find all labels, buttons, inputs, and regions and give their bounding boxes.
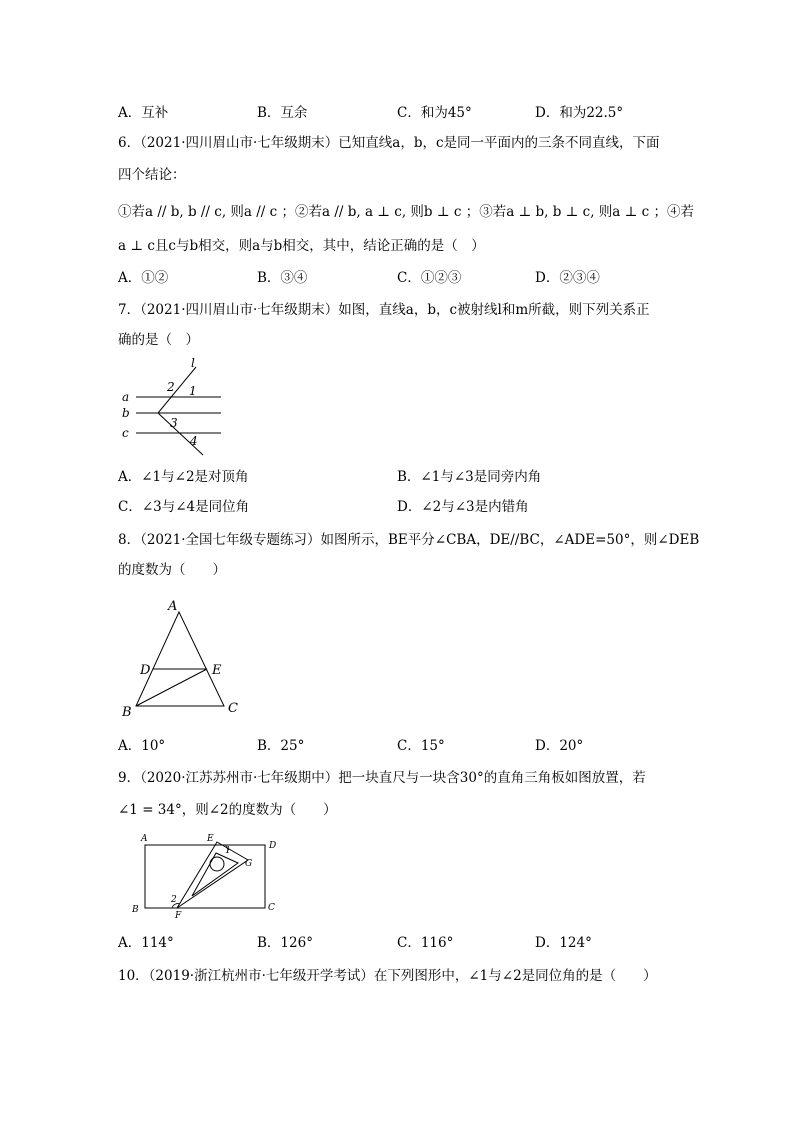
q6-option-d: D．②③④ (535, 270, 600, 286)
q7-label-2: 2 (167, 380, 175, 394)
q9-stem-line-2: ∠1 = 34°，则∠2的度数为（ ） (118, 802, 337, 818)
q9-triangle-inner (192, 853, 238, 896)
q8-stem-line-1: 8．（2021·全国七年级专题练习）如图所示，BE平分∠CBA，DE//BC，∠ADE=50°，则∠DEB (118, 532, 700, 548)
q5-option-a: A．互补 (118, 105, 169, 121)
q7-stem-line-1: 7．（2021·四川眉山市·七年级期末）如图，直线a，b，c被射线l和m所截，则下列关系正 (118, 302, 650, 318)
q9-option-a: A．114° (118, 935, 174, 951)
q9-option-d: D．124° (535, 935, 592, 951)
q7-option-a: A．∠1与∠2是对顶角 (118, 469, 249, 485)
q8-option-b: B．25° (257, 738, 305, 754)
q7-option-b: B．∠1与∠3是同旁内角 (397, 469, 542, 485)
q7-option-c: C．∠3与∠4是同位角 (118, 499, 250, 515)
q6-stem-line-1: 6．（2021·四川眉山市·七年级期末）已知直线a，b，c是同一平面内的三条不同直线，下面 (118, 135, 660, 151)
q9-label-1: 1 (225, 846, 231, 856)
q7-label-b: b (122, 406, 130, 420)
q9-stem-line-1: 9．（2020·江苏苏州市·七年级期中）把一块直尺与一块含30°的直角三角板如图放置，若 (118, 770, 646, 786)
q5-option-b: B．互余 (257, 105, 308, 121)
q6-option-a: A．①② (118, 270, 169, 286)
q7-label-1: 1 (189, 384, 197, 398)
q8-stem-line-2: 的度数为（ ） (118, 562, 226, 578)
q9-label-f: F (175, 911, 182, 921)
q9-label-d: D (269, 841, 277, 851)
q8-triangle-abc (136, 612, 224, 706)
q8-label-c: C (228, 701, 238, 716)
q8-label-b: B (122, 705, 132, 720)
q7-label-a: a (122, 390, 130, 404)
q7-stem-line-2: 确的是（ ） (118, 332, 199, 348)
q7-label-3: 3 (170, 416, 178, 430)
q9-label-g: G (245, 859, 253, 869)
q9-label-e: E (207, 834, 214, 844)
q8-option-a: A．10° (118, 738, 166, 754)
q9-label-a: A (141, 834, 148, 844)
q6-statements-line-1: ①若a // b, b // c, 则a // c ；②若a // b, a ⊥ c, 则b ⊥ c ；③若a ⊥ b, b ⊥ c, 则a ⊥ c ；④若 (118, 204, 694, 220)
q7-option-d: D．∠2与∠3是内错角 (397, 499, 529, 515)
q9-ruler-rectangle (145, 845, 265, 908)
q6-stem-line-2: 四个结论： (118, 167, 186, 183)
q5-option-d: D．和为22.5° (535, 105, 624, 121)
q6-option-b: B．③④ (257, 270, 308, 286)
q9-option-c: C．116° (397, 935, 454, 951)
q6-statements-line-2: a ⊥ c且c与b相交，则a与b相交，其中，结论正确的是（ ） (118, 238, 485, 254)
q8-figure (118, 595, 248, 720)
q6-option-c: C．①②③ (397, 270, 462, 286)
q8-label-a: A (168, 599, 178, 614)
q8-label-d: D (140, 663, 151, 678)
q8-option-d: D．20° (535, 738, 584, 754)
q8-label-e: E (212, 663, 222, 678)
q9-label-c: C (268, 903, 275, 913)
q9-figure (128, 828, 288, 923)
q9-circle-hole (210, 857, 224, 871)
q7-label-c: c (122, 426, 129, 440)
q9-label-2: 2 (171, 895, 177, 905)
q9-label-b: B (132, 905, 139, 915)
q9-option-b: B．126° (257, 935, 313, 951)
q5-option-c: C．和为45° (397, 105, 472, 121)
q8-option-c: C．15° (397, 738, 445, 754)
q7-figure (118, 355, 238, 460)
q10-stem-line-1: 10．（2019·浙江杭州市·七年级开学考试）在下列图形中，∠1与∠2是同位角的是（ ） (118, 968, 657, 984)
q7-label-4: 4 (190, 434, 198, 448)
q9-triangle-outer (177, 842, 248, 908)
q7-label-l: l (191, 356, 195, 370)
